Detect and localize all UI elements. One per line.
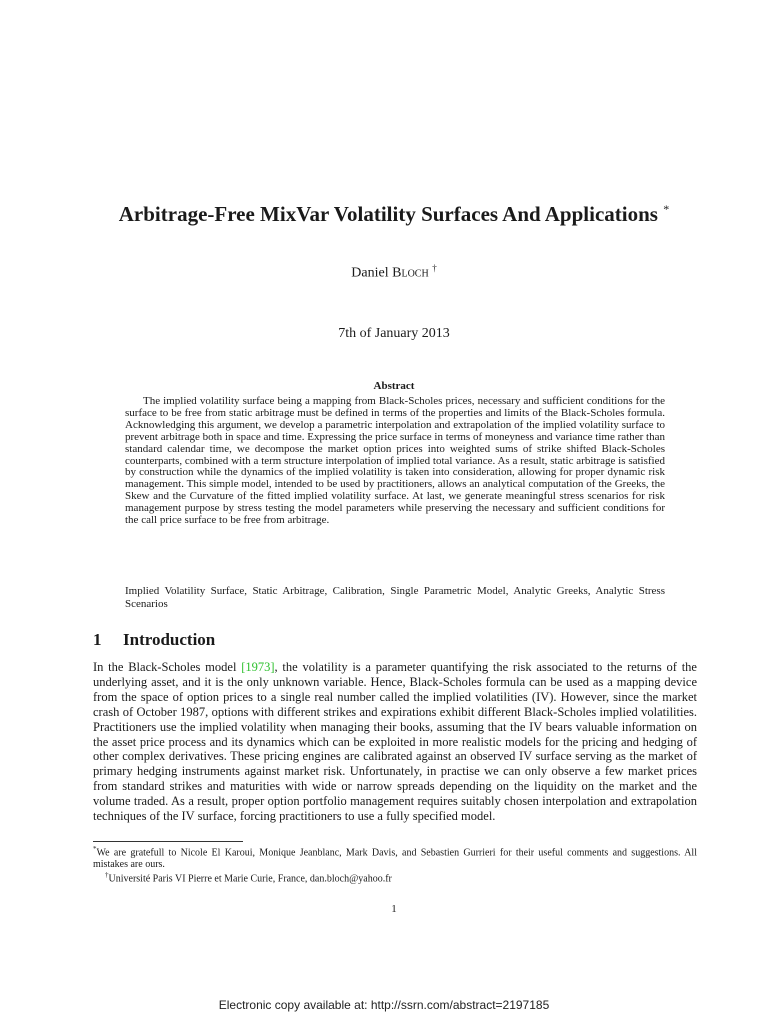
footnote-2 [93, 870, 697, 885]
author-line [200, 263, 588, 282]
keywords: Implied Volatility Surface, Static Arbitrage, Calibration, Single Parametric Model, Analytic Greeks, Analytic Stress Scenarios [125, 585, 665, 610]
intro-text-before: In the Black-Scholes model [93, 660, 242, 674]
author-first-name: Daniel [351, 265, 393, 281]
footnote-1-text: We are gratefull to Nicole El Karoui, Monique Jeanblanc, Mark Davis, and Sebastien Gurrieri for their useful comments and suggestions. All mistakes are ours. [93, 847, 697, 870]
footnote-1-mark: * [93, 845, 97, 853]
section-heading-introduction [93, 630, 215, 650]
author-last-name: Bloch [392, 265, 429, 281]
footnote-rule [93, 841, 243, 842]
author-footnote-mark: † [432, 263, 437, 273]
ssrn-notice[interactable]: Electronic copy available at: http://ssrn.com/abstract=2197185 [218, 998, 550, 1012]
introduction-paragraph [93, 660, 697, 824]
abstract-body: The implied volatility surface being a mapping from Black-Scholes prices, necessary and sufficient conditions for the surface to be free from static arbitrage must be defined in terms of the properties and limits of the Black-Scholes formula. Acknowledging this argument, we develop a parametric interpolation and extrapolation of the implied volatility surface to prevent arbitrage both in space and time. Expressing the price surface in terms of moneyness and variance time rather than standard calendar time, we decompose the market option prices into weighted sums of strike shifted Black-Scholes counterparts, combined with a term structure interpolation of implied total variance. As a result, static arbitrage is satisfied by construction while the dynamics of the implied volatility is taken into consideration, allowing for proper dynamic risk management. This simple model, intended to be used by practitioners, allows an analytical computation of the Greeks, the Skew and the Curvature of the fitted implied volatility surface. At last, we generate meaningful stress scenarios for risk management purpose by stress testing the model parameters while preserving the necessary and sufficient conditions for the call price surface to be free from arbitrage. [125, 395, 665, 527]
footnote-2-mark: † [105, 871, 109, 880]
intro-text-after: , the volatility is a parameter quantifying the risk associated to the returns of the underlying asset, and it is the only unknown variable. Hence, Black-Scholes formula can be used as a mapping device from the space of option prices to a single real number called the implied volatilities (IV). However, since the market crash of October 1987, options with different strikes and expirations exhibit different Black-Scholes implied volatilities. Practitioners use the implied volatility when managing their books, assuming that the IV bears valuable information on the asset price process and its dynamics which can be exploited in more realistic models for the pricing and hedging of other complex derivatives. These pricing engines are calibrated against an observed IV surface serving as the market of primary hedging instruments against market risk. Unfortunately, in practise we can only observe a few market prices from standard strikes and maturities with wide or narrow spreads depending on the liquidity on the market and the volume traded. As a result, proper option portfolio management requires suitably chosen interpolation and extrapolation techniques of the IV surface, forcing practitioners to use a fully specified model. [93, 660, 697, 824]
citation-link[interactable]: [1973] [241, 660, 275, 674]
footnotes [93, 844, 697, 885]
footnote-2-text: Université Paris VI Pierre et Marie Curie, France, dan.bloch@yahoo.fr [108, 873, 392, 885]
abstract-heading: Abstract [373, 380, 415, 392]
paper-title [110, 196, 678, 228]
footnote-1 [93, 844, 697, 870]
title-footnote-mark: * [663, 202, 670, 216]
page-number: 1 [391, 903, 397, 915]
section-number: 1 [93, 630, 102, 649]
section-title: Introduction [123, 630, 216, 649]
title-text: Arbitrage-Free MixVar Volatility Surfaces And Applications [118, 202, 658, 226]
paper-date: 7th of January 2013 [338, 326, 450, 341]
